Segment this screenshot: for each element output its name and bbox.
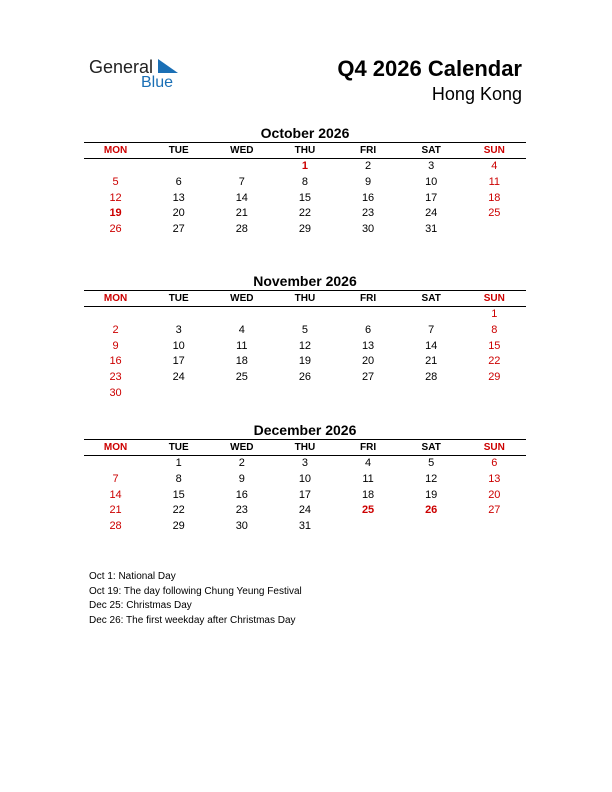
day-cell: 25 — [235, 371, 248, 384]
logo — [89, 57, 199, 93]
day-cell: 15 — [488, 339, 501, 352]
empty-day-cell — [337, 519, 400, 535]
week-row — [84, 159, 526, 175]
day-cell: 8 — [491, 323, 498, 336]
day-cell: 7 — [238, 175, 245, 188]
empty-day-cell — [463, 519, 526, 535]
weekday-tue: TUE — [168, 442, 189, 453]
empty-day-cell — [463, 386, 526, 402]
weekday-thu: THU — [294, 145, 316, 156]
day-cell: 6 — [491, 457, 498, 469]
weekday-header-row — [84, 143, 526, 159]
day-cell: 23 — [109, 371, 122, 384]
day-cell: 26 — [109, 223, 122, 236]
day-cell: 5 — [112, 175, 119, 188]
day-cell: 13 — [488, 472, 501, 485]
day-cell: 23 — [235, 504, 248, 517]
weekday-wed: WED — [230, 145, 254, 156]
month-title: December 2026 — [253, 422, 357, 438]
weekday-wed: WED — [230, 442, 254, 453]
day-cell: 17 — [298, 488, 312, 501]
day-cell: 1 — [491, 308, 498, 320]
day-cell: 26 — [298, 371, 312, 384]
month-title: October 2026 — [260, 125, 350, 141]
day-cell: 18 — [235, 355, 248, 368]
day-cell: 16 — [235, 488, 248, 501]
holiday-list — [89, 570, 302, 628]
weekday-sun: SUN — [483, 442, 505, 453]
holiday-note: Oct 1: National Day — [89, 571, 176, 582]
week-row — [84, 488, 526, 504]
day-cell: 12 — [109, 191, 122, 204]
day-cell: 8 — [301, 175, 308, 188]
day-cell: 16 — [361, 191, 375, 204]
day-cell: 14 — [235, 191, 248, 204]
empty-day-cell — [400, 519, 463, 535]
week-row — [84, 323, 526, 339]
day-cell: 3 — [175, 323, 182, 336]
weekday-fri: FRI — [360, 145, 377, 156]
weekday-mon: MON — [103, 145, 128, 156]
day-cell: 10 — [172, 339, 185, 352]
day-cell: 18 — [488, 191, 501, 204]
empty-day-cell — [84, 307, 147, 323]
empty-day-cell — [400, 386, 463, 402]
day-cell: 29 — [488, 371, 501, 384]
day-cell: 23 — [361, 207, 375, 220]
weekday-mon: MON — [103, 293, 128, 304]
logo-flag-icon — [158, 59, 178, 73]
day-cell: 20 — [361, 355, 375, 368]
day-cell: 10 — [425, 175, 438, 188]
holiday-day-cell: 26 — [425, 504, 438, 517]
day-cell: 18 — [361, 488, 375, 501]
day-cell: 2 — [112, 323, 119, 336]
day-cell: 12 — [425, 472, 438, 485]
empty-day-cell — [400, 307, 463, 323]
weekday-fri: FRI — [360, 293, 377, 304]
day-cell: 29 — [172, 520, 185, 533]
day-cell: 19 — [425, 488, 438, 501]
day-cell: 8 — [175, 472, 182, 485]
weekday-wed: WED — [230, 293, 254, 304]
day-cell: 22 — [172, 504, 185, 517]
day-cell: 22 — [298, 207, 312, 220]
day-cell: 12 — [298, 339, 312, 352]
month-december — [84, 421, 526, 535]
week-row — [84, 222, 526, 238]
day-cell: 3 — [301, 457, 308, 469]
day-cell: 20 — [172, 207, 185, 220]
weekday-sat: SAT — [421, 442, 441, 453]
day-cell: 30 — [109, 386, 122, 399]
day-cell: 4 — [238, 323, 245, 336]
day-cell: 27 — [488, 504, 501, 517]
holiday-note: Dec 25: Christmas Day — [89, 600, 192, 611]
day-cell: 13 — [361, 339, 375, 352]
day-cell: 6 — [365, 323, 372, 336]
day-cell: 2 — [365, 160, 372, 172]
day-cell: 27 — [361, 371, 375, 384]
day-cell: 15 — [172, 488, 185, 501]
week-row — [84, 519, 526, 535]
empty-day-cell — [210, 307, 273, 323]
empty-day-cell — [147, 159, 210, 175]
day-cell: 28 — [425, 371, 438, 384]
week-row — [84, 191, 526, 207]
day-cell: 17 — [172, 355, 185, 368]
day-cell: 21 — [235, 207, 248, 220]
day-cell: 9 — [112, 339, 119, 352]
weekday-thu: THU — [294, 442, 316, 453]
day-cell: 24 — [172, 371, 185, 384]
month-grid — [84, 290, 526, 402]
day-cell: 11 — [488, 175, 501, 188]
day-cell: 19 — [298, 355, 312, 368]
day-cell: 29 — [298, 223, 312, 236]
weekday-header-row — [84, 291, 526, 307]
day-cell: 13 — [172, 191, 185, 204]
month-title: November 2026 — [253, 273, 357, 289]
empty-day-cell — [210, 386, 273, 402]
day-cell: 20 — [488, 488, 501, 501]
week-row — [84, 339, 526, 355]
day-cell: 5 — [428, 457, 435, 469]
day-cell: 21 — [109, 504, 122, 517]
day-cell: 14 — [109, 488, 122, 501]
day-cell: 10 — [298, 472, 312, 485]
day-cell: 6 — [175, 175, 182, 188]
weekday-sun: SUN — [483, 293, 505, 304]
week-row — [84, 370, 526, 386]
day-cell: 21 — [425, 355, 438, 368]
page-title: Q4 2026 Calendar — [337, 56, 522, 81]
day-cell: 16 — [109, 355, 122, 368]
empty-day-cell — [273, 386, 336, 402]
weekday-header-row — [84, 440, 526, 456]
holiday-note: Dec 26: The first weekday after Christmas Day — [89, 614, 296, 626]
week-row — [84, 386, 526, 402]
empty-day-cell — [337, 307, 400, 323]
holiday-day-cell: 25 — [361, 504, 375, 517]
day-cell: 31 — [425, 223, 438, 236]
day-cell: 7 — [112, 472, 119, 485]
week-row — [84, 456, 526, 472]
logo-blue-text: Blue — [141, 74, 174, 91]
week-row — [84, 175, 526, 191]
logo-general-text: General — [89, 57, 154, 77]
month-grid — [84, 439, 526, 535]
week-row — [84, 354, 526, 370]
day-cell: 24 — [298, 504, 312, 517]
day-cell: 30 — [361, 223, 375, 236]
day-cell: 3 — [428, 160, 435, 172]
empty-day-cell — [337, 386, 400, 402]
day-cell: 4 — [365, 457, 372, 469]
weekday-thu: THU — [294, 293, 316, 304]
day-cell: 27 — [172, 223, 185, 236]
weekday-sat: SAT — [421, 293, 441, 304]
day-cell: 25 — [488, 207, 501, 220]
day-cell: 11 — [236, 339, 248, 352]
day-cell: 9 — [238, 472, 245, 485]
empty-day-cell — [147, 307, 210, 323]
weekday-tue: TUE — [168, 145, 189, 156]
weekday-fri: FRI — [360, 442, 377, 453]
day-cell: 28 — [235, 223, 248, 236]
day-cell: 5 — [301, 323, 308, 336]
weekday-tue: TUE — [168, 293, 189, 304]
empty-day-cell — [147, 386, 210, 402]
weekday-mon: MON — [103, 442, 128, 453]
holiday-day-cell: 1 — [301, 160, 308, 172]
week-row — [84, 206, 526, 222]
empty-day-cell — [84, 159, 147, 175]
day-cell: 31 — [298, 520, 312, 533]
weekday-sat: SAT — [421, 145, 441, 156]
empty-day-cell — [210, 159, 273, 175]
day-cell: 28 — [109, 520, 122, 533]
day-cell: 17 — [425, 191, 438, 204]
month-grid — [84, 142, 526, 238]
day-cell: 1 — [175, 457, 182, 469]
week-row — [84, 472, 526, 488]
month-november — [84, 272, 526, 402]
day-cell: 4 — [491, 160, 498, 172]
day-cell: 9 — [365, 175, 372, 188]
day-cell: 7 — [428, 323, 435, 336]
day-cell: 30 — [235, 520, 248, 533]
week-row — [84, 503, 526, 519]
day-cell: 14 — [425, 339, 438, 352]
empty-day-cell — [84, 456, 147, 472]
day-cell: 24 — [425, 207, 438, 220]
page-subtitle: Hong Kong — [431, 84, 522, 104]
day-cell: 22 — [488, 355, 501, 368]
month-october — [84, 124, 526, 238]
week-row — [84, 307, 526, 323]
holiday-day-cell: 19 — [109, 207, 122, 220]
day-cell: 15 — [298, 191, 312, 204]
empty-day-cell — [463, 222, 526, 238]
holiday-note: Oct 19: The day following Chung Yeung Festival — [89, 585, 302, 597]
day-cell: 2 — [238, 457, 245, 469]
weekday-sun: SUN — [483, 145, 505, 156]
empty-day-cell — [273, 307, 336, 323]
day-cell: 11 — [362, 472, 374, 485]
